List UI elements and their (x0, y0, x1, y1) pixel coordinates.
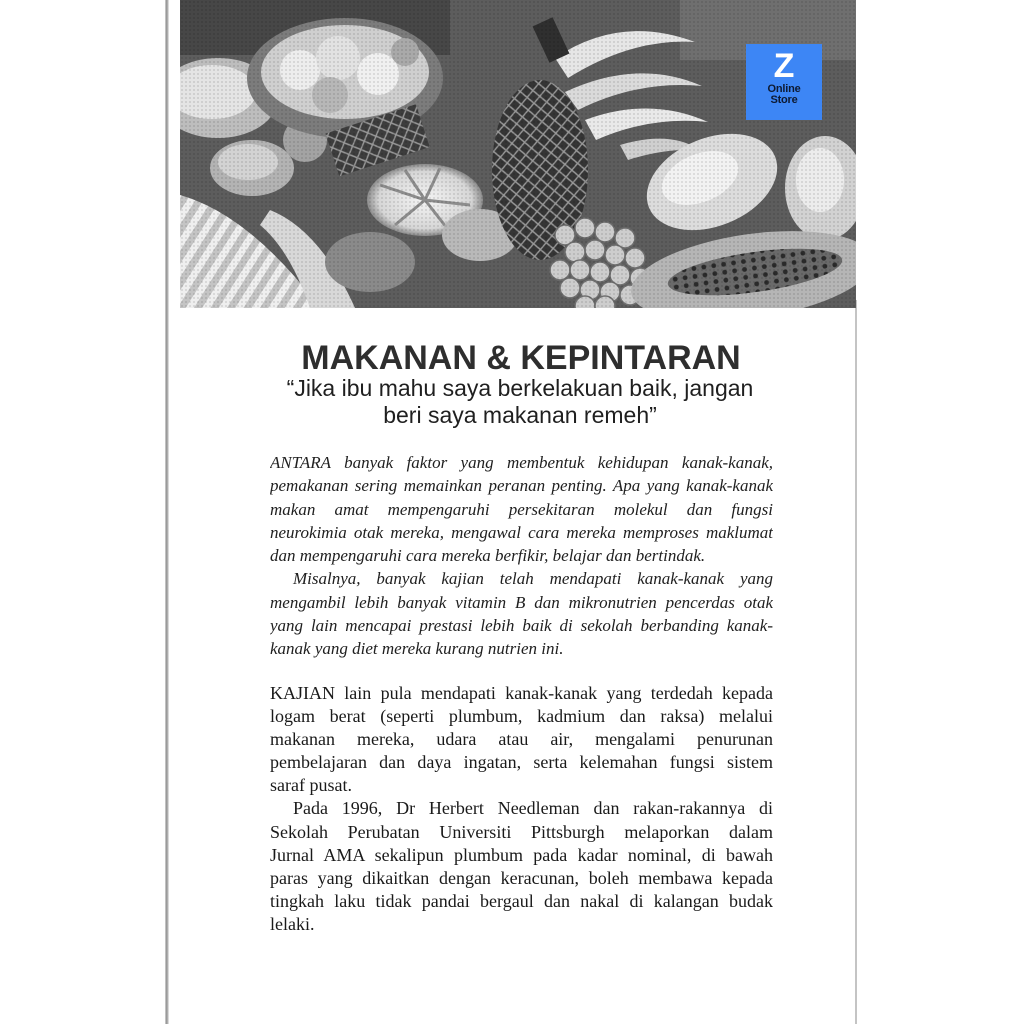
intro-line: pemakanan sering memainkan peranan penting. Apa yang kanak-kanak (270, 476, 773, 496)
intro-line: neurokimia otak mereka, mengawal cara mereka memproses maklumat (270, 522, 773, 542)
body-line: Jurnal AMA sekalipun plumbum pada kadar nominal, di bawah (270, 844, 773, 865)
article-title: MAKANAN & KEPINTARAN (301, 339, 741, 377)
intro-line: yang lain mencapai prestasi lebih baik di sekolah berbanding kanak- (270, 616, 773, 636)
subtitle-line: beri saya makanan remeh” (383, 402, 657, 428)
body-line: lelaki. (270, 913, 315, 934)
logo-word-store: Store (770, 94, 798, 106)
body-text (270, 682, 773, 936)
logo-word-online: Online (767, 83, 801, 95)
body-line: KAJIAN lain pula mendapati kanak-kanak yang terdedah kepada (270, 683, 773, 703)
intro-line: makan amat mempengaruhi persekitaran molekul dan fungsi (270, 499, 773, 519)
article-subtitle (220, 375, 820, 429)
intro-line: dan mempengaruhi cara mereka berfikir, belajar dan bertindak. (270, 546, 706, 566)
body-line: Pada 1996, Dr Herbert Needleman dan rakan-rakannya di (293, 798, 773, 819)
intro-line: Misalnya, banyak kajian telah mendapati kanak-kanak yang (293, 569, 773, 589)
page-edge-left (165, 0, 169, 1024)
store-logo (746, 44, 822, 120)
body-line: makanan mereka, udara atau air, mengalami penurunan (270, 729, 773, 750)
intro-line: mengambil lebih banyak vitamin B dan mikronutrien pencerdas otak (270, 592, 773, 612)
body-line: saraf pusat. (270, 775, 352, 796)
page-edge-right (855, 300, 857, 1024)
intro-line: ANTARA banyak faktor yang membentuk kehidupan kanak-kanak, (270, 453, 773, 472)
body-line: pembelajaran dan daya ingatan, serta kelemahan fungsi sistem (270, 752, 773, 773)
intro-line: kanak yang diet mereka kurang nutrien ini. (270, 639, 564, 659)
body-line: Sekolah Perubatan Universiti Pittsburgh melaporkan dalam (270, 821, 773, 842)
subtitle-line: “Jika ibu mahu saya berkelakuan baik, jangan (286, 375, 754, 401)
body-line: tingkah laku tidak pandai bergaul dan nakal di kalangan budak (270, 890, 773, 911)
intro-text (270, 451, 773, 661)
body-line: logam berat (seperti plumbum, kadmium dan raksa) melalui (270, 706, 773, 727)
logo-letter: Z (773, 47, 795, 85)
body-line: paras yang dikaitkan dengan keracunan, boleh membawa kepada (270, 867, 773, 888)
